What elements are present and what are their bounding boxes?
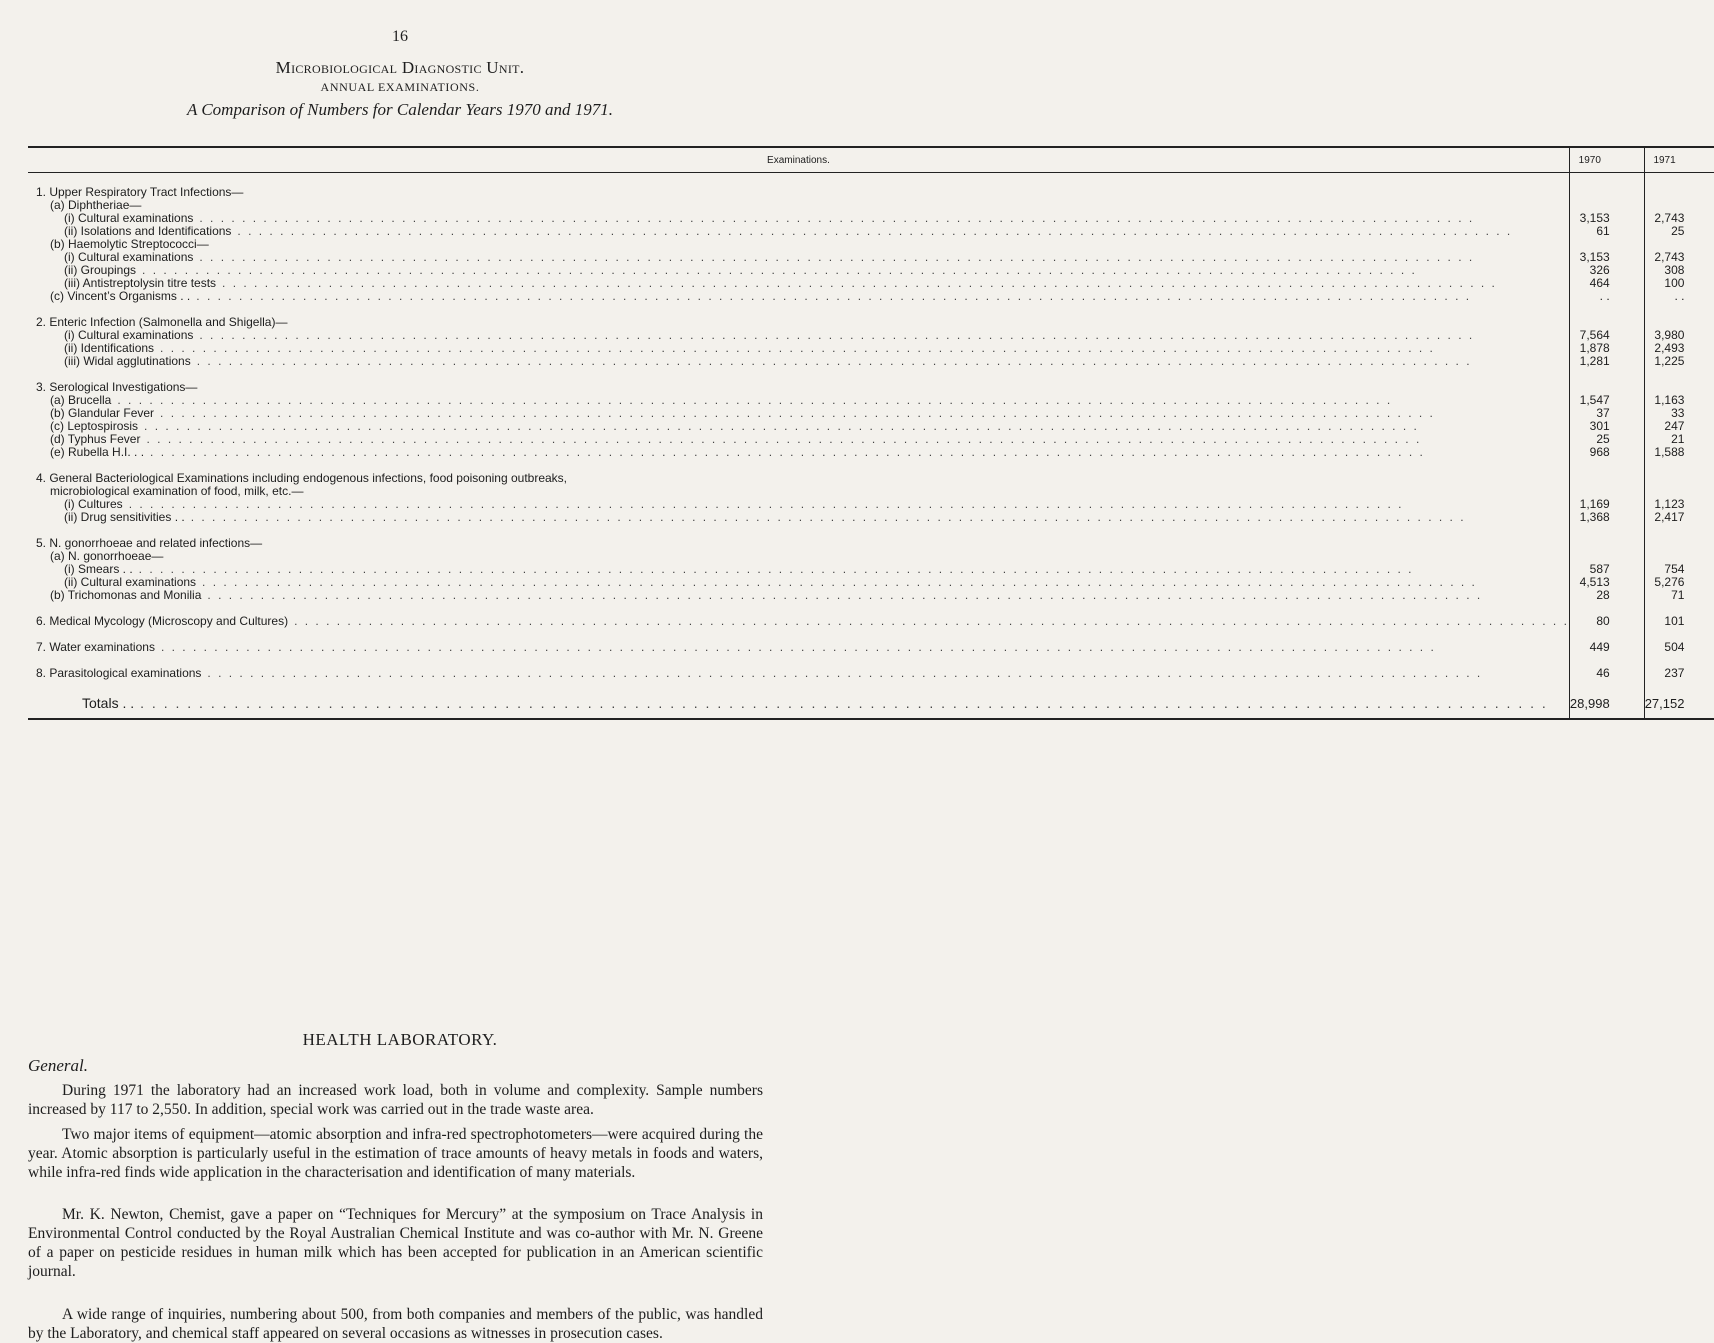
header-1971: 1971 bbox=[1644, 147, 1714, 173]
row-label: 7. Water examinations bbox=[36, 640, 155, 654]
leader-dots: . . . . . . . . . . . . . . . . . . . . . . . . . . . . . . . . . . . . . . . . . . . . . . . . . . . . . . . . . . . . . . . . . . . . . . . . . . . . . . . . . . . . . . . . . . . . . . . . . . . . . . . . . . . . . . . . . . . . . . . . bbox=[146, 432, 1422, 446]
leader-dots: . . . . . . . . . . . . . . . . . . . . . . . . . . . . . . . . . . . . . . . . . . . . . . . . . . . . . . . . . . . . . . . . . . . . . . . . . . . . . . . . . . . . . . . . . . . . . . . . . . . . . . . . . . . . . . . . . . . . . . . . bbox=[199, 250, 1475, 264]
row-label: 5. N. gonorrhoeae and related infections— bbox=[36, 536, 263, 550]
value-1971: 1,163 bbox=[1644, 394, 1714, 407]
health-laboratory-title: HEALTH LABORATORY. bbox=[302, 1030, 498, 1049]
value-1970: 25 bbox=[1569, 433, 1644, 446]
leader-dots: . . . . . . . . . . . . . . . . . . . . . . . . . . . . . . . . . . . . . . . . . . . . . . . . . . . . . . . . . . . . . . . . . . . . . . . . . . . . . . . . . . . . . . . . . . . . . . . . . . . . . . . . . . . . . . . . . . . . . . . . bbox=[196, 289, 1472, 303]
leader-dots: . . . . . . . . . . . . . . . . . . . . . . . . . . . . . . . . . . . . . . . . . . . . . . . . . . . . . . . . . . . . . . . . . . . . . . . . . . . . . . . . . . . . . . . . . . . . . . . . . . . . . . . . . . . . . . . . . . . . . . . . bbox=[142, 263, 1417, 277]
row-label: (ii) Groupings bbox=[64, 263, 137, 277]
value-1971: 308 bbox=[1644, 264, 1714, 277]
value-1970 bbox=[1569, 186, 1644, 199]
row-label: 2. Enteric Infection (Salmonella and Shigella)— bbox=[36, 315, 288, 329]
value-1971: 27,152 bbox=[1644, 693, 1714, 719]
row-label: (c) Vincent’s Organisms . . bbox=[50, 289, 191, 303]
table-row bbox=[28, 511, 1714, 524]
table-row bbox=[28, 355, 1714, 368]
value-1971: 25 bbox=[1644, 225, 1714, 238]
row-label-cell bbox=[28, 186, 1569, 199]
leader-dots: . . . . . . . . . . . . . . . . . . . . . . . . . . . . . . . . . . . . . . . . . . . . . . . . . . . . . . . . . . . . . . . . . . . . . . . . . . . . . . . . . . . . . . . . . . . . . . . . . . . . . . . . . . . . . . . . . . . . . . . . bbox=[160, 406, 1435, 420]
row-label: (iii) Antistreptolysin titre tests bbox=[64, 276, 217, 290]
document-subtitle: ANNUAL EXAMINATIONS. bbox=[320, 80, 480, 94]
row-label: (b) Glandular Fever bbox=[50, 406, 155, 420]
row-label: (c) Leptospirosis bbox=[50, 419, 139, 433]
value-1971: 33 bbox=[1644, 407, 1714, 420]
row-label-cell bbox=[28, 693, 1569, 719]
value-1970 bbox=[1569, 472, 1644, 485]
table-spacer-row bbox=[28, 368, 1714, 381]
value-1971: . . bbox=[1644, 290, 1714, 303]
value-1971: 237 bbox=[1644, 667, 1714, 680]
general-heading: General. bbox=[28, 1056, 88, 1075]
row-label-cell bbox=[28, 511, 1569, 524]
table-row bbox=[28, 186, 1714, 199]
value-1970: 968 bbox=[1569, 446, 1644, 459]
value-1971: 100 bbox=[1644, 277, 1714, 290]
value-1971: 2,743 bbox=[1644, 251, 1714, 264]
row-label-cell bbox=[28, 589, 1569, 602]
row-label-cell bbox=[28, 667, 1569, 680]
value-1971: 754 bbox=[1644, 563, 1714, 576]
row-label-cell bbox=[28, 537, 1569, 550]
table-row bbox=[28, 225, 1714, 238]
table-row bbox=[28, 446, 1714, 459]
table-row bbox=[28, 667, 1714, 680]
row-label: 3. Serological Investigations— bbox=[36, 380, 198, 394]
leader-dots: . . . . . . . . . . . . . . . . . . . . . . . . . . . . . . . . . . . . . . . . . . . . . . . . . . . . . . . . . . . . . . . . . . . . . . . . . . . . . . . . . . . . . . . . . . . . . . . . . . . . . . . . . . . . . . . . . . . . . . . . bbox=[199, 211, 1475, 225]
row-label: (b) Haemolytic Streptococci— bbox=[50, 237, 209, 251]
value-1971: 3,980 bbox=[1644, 329, 1714, 342]
row-label-cell bbox=[28, 225, 1569, 238]
leader-dots: . . . . . . . . . . . . . . . . . . . . . . . . . . . . . . . . . . . . . . . . . . . . . . . . . . . . . . . . . . . . . . . . . . . . . . . . . . . . . . . . . . . . . . . . . . . . . . . . . . . . . . . . . . . . . . . . . . . . . . . . bbox=[222, 276, 1497, 290]
value-1971: 1,225 bbox=[1644, 355, 1714, 368]
leader-dots: . . . . . . . . . . . . . . . . . . . . . . . . . . . . . . . . . . . . . . . . . . . . . . . . . . . . . . . . . . . . . . . . . . . . . . . . . . . . . . . . . . . . . . . . . . . . . . . . . . . . . . . . . . . . . . . . . . . . . . . . bbox=[160, 640, 1436, 654]
leader-dots: . . . . . . . . . . . . . . . . . . . . . . . . . . . . . . . . . . . . . . . . . . . . . . . . . . . . . . . . . . . . . . . . . . . . . . . . . . . . . . . . . . . . . . . . . . . . . . . . . . . . . . . . . . . . . . . . . . . . . . . . bbox=[190, 510, 1466, 524]
table-header-row bbox=[28, 147, 1714, 173]
value-1970: 326 bbox=[1569, 264, 1644, 277]
row-label: (i) Cultural examinations bbox=[64, 211, 194, 225]
value-1970: 301 bbox=[1569, 420, 1644, 433]
table-body bbox=[28, 173, 1714, 720]
paragraph-2: Two major items of equipment—atomic absorption and infra-red spectrophotometers—were acquired during the year. Atomic absorption is particularly useful in the estimation of trace amounts of heavy metals in foods and waters, while infra-red finds wide application in the characterisation and identification of many materials. bbox=[28, 1126, 763, 1181]
table-row bbox=[28, 290, 1714, 303]
row-label: 1. Upper Respiratory Tract Infections— bbox=[36, 185, 244, 199]
row-label: (ii) Identifications bbox=[64, 341, 155, 355]
table-caption: A Comparison of Numbers for Calendar Years 1970 and 1971. bbox=[187, 100, 613, 119]
table-spacer-row bbox=[28, 524, 1714, 537]
leader-dots: . . . . . . . . . . . . . . . . . . . . . . . . . . . . . . . . . . . . . . . . . . . . . . . . . . . . . . . . . . . . . . . . . . . . . . . . . . . . . . . . . . . . . . . . . . . . . . . . . . . . . . . . . . . . . . . . . . . . . . . . bbox=[207, 666, 1483, 680]
value-1970: 28 bbox=[1569, 589, 1644, 602]
value-1970: 28,998 bbox=[1569, 693, 1644, 719]
value-1971: 101 bbox=[1644, 615, 1714, 628]
value-1970: 1,368 bbox=[1569, 511, 1644, 524]
value-1970: 587 bbox=[1569, 563, 1644, 576]
leader-dots: . . . . . . . . . . . . . . . . . . . . . . . . . . . . . . . . . . . . . . . . . . . . . . . . . . . . . . . . . . . . . . . . . . . . . . . . . . . . . . . . . . . . . . . . . . . . . . . . . . . . . . . . . . . . . . . . . . . . . . . . bbox=[128, 497, 1404, 511]
totals-row bbox=[28, 693, 1714, 719]
leader-dots: . . . . . . . . . . . . . . . . . . . . . . . . . . . . . . . . . . . . . . . . . . . . . . . . . . . . . . . . . . . . . . . . . . . . . . . . . . . . . . . . . . . . . . . . . . . . . . . . . . . . . . . . . . . . . . . . . . . . . . . . bbox=[150, 445, 1425, 459]
value-1971: 71 bbox=[1644, 589, 1714, 602]
value-1971: 1,123 bbox=[1644, 498, 1714, 511]
value-1971: 21 bbox=[1644, 433, 1714, 446]
row-label-cell bbox=[28, 446, 1569, 459]
header-1970: 1970 bbox=[1569, 147, 1644, 173]
row-label-cell bbox=[28, 641, 1569, 654]
leader-dots: . . . . . . . . . . . . . . . . . . . . . . . . . . . . . . . . . . . . . . . . . . . . . . . . . . . . . . . . . . . . . . . . . . . . . . . . . . . . . . . . . . . . . . . . . . . . . . . . . . . . . . . . . . . . . . . . . . . . . . . . bbox=[202, 575, 1477, 589]
leader-dots: . . . . . . . . . . . . . . . . . . . . . . . . . . . . . . . . . . . . . . . . . . . . . . . . . . . . . . . . . . . . . . . . . . . . . . . . . . . . . . . . . . . . . . . . . . . . . . . . . . . . . . . . . . . . . . . . . . . . . . . . bbox=[160, 341, 1435, 355]
table-row bbox=[28, 615, 1714, 628]
row-label: (a) N. gonorrhoeae— bbox=[50, 549, 164, 563]
value-1971 bbox=[1644, 472, 1714, 485]
leader-dots: . . . . . . . . . . . . . . . . . . . . . . . . . . . . . . . . . . . . . . . . . . . . . . . . . . . . . . . . . . . . . . . . . . . . . . . . . . . . . . . . . . . . . . . . . . . . . . . . . . . . . . . . . . . . . . . . . . . . . . . . bbox=[199, 328, 1475, 342]
row-label: 4. General Bacteriological Examinations including endogenous infections, food poisoning outbreaks, bbox=[36, 471, 568, 485]
value-1970: 1,878 bbox=[1569, 342, 1644, 355]
leader-dots: . . . . . . . . . . . . . . . . . . . . . . . . . . . . . . . . . . . . . . . . . . . . . . . . . . . . . . . . . . . . . . . . . . . . . . . . . . . . . . . . . . . . . . . . . . . . . . . . . . . . . . . . . . . . . . . . . . . . . . . . bbox=[207, 588, 1483, 602]
row-label: (i) Cultural examinations bbox=[64, 250, 194, 264]
value-1971: 2,417 bbox=[1644, 511, 1714, 524]
value-1970: 3,153 bbox=[1569, 212, 1644, 225]
paragraph-3: Mr. K. Newton, Chemist, gave a paper on “Techniques for Mercury” at the symposium on Trace Analysis in Environmental Control conducted by the Royal Australian Chemical Institute and was co-author with Mr. N. Greene of a paper on pesticide residues in human milk which has been accepted for publication in an American scientific journal. bbox=[28, 1206, 763, 1280]
paragraph-1: During 1971 the laboratory had an increased work load, both in volume and complexity. Sample numbers increased by 117 to 2,550. In addition, special work was carried out in the trade waste area. bbox=[28, 1082, 763, 1118]
row-label: (a) Diphtheriae— bbox=[50, 198, 142, 212]
row-label: (d) Typhus Fever bbox=[50, 432, 141, 446]
paragraph-4: A wide range of inquiries, numbering about 500, from both companies and members of the public, was handled by the Laboratory, and chemical staff appeared on several occasions as witnesses in prosecution cases. bbox=[28, 1306, 763, 1342]
row-label-cell bbox=[28, 290, 1569, 303]
value-1970: 3,153 bbox=[1569, 251, 1644, 264]
leader-dots: . . . . . . . . . . . . . . . . . . . . . . . . . . . . . . . . . . . . . . . . . . . . . . . . . . . . . . . . . . . . . . . . . . . . . . . . . . . . . . . . . . . . . . . . . . . . . . . . . . . . . . . . . . . . . . . . . . . . . . . . bbox=[196, 354, 1472, 368]
document-title: Microbiological Diagnostic Unit. bbox=[275, 58, 525, 77]
row-label: Totals . . bbox=[82, 695, 135, 711]
value-1971: 1,588 bbox=[1644, 446, 1714, 459]
leader-dots: . . . . . . . . . . . . . . . . . . . . . . . . . . . . . . . . . . . . . . . . . . . . . . . . . . . . . . . . . . . . . . . . . . . . . . . . . . . . . . . . . . . . . . . . . . . . . . . . . . . . . . . . . . . . . . . . . . . . . . . . bbox=[117, 393, 1393, 407]
value-1970: . . bbox=[1569, 290, 1644, 303]
row-label: (ii) Cultural examinations bbox=[64, 575, 197, 589]
row-label: microbiological examination of food, milk, etc.— bbox=[50, 484, 304, 498]
table-row bbox=[28, 589, 1714, 602]
row-label: (ii) Isolations and Identifications bbox=[64, 224, 232, 238]
row-label: 8. Parasitological examinations bbox=[36, 666, 202, 680]
row-label-cell bbox=[28, 355, 1569, 368]
value-1970 bbox=[1569, 537, 1644, 550]
row-label: (i) Cultural examinations bbox=[64, 328, 194, 342]
leader-dots: . . . . . . . . . . . . . . . . . . . . . . . . . . . . . . . . . . . . . . . . . . . . . . . . . . . . . . . . . . . . . . . . . . . . . . . . . . . . . . . . . . . . . . . . . . . . . . . . . . . . . . . . . . . . . . . . . . . . . . . . bbox=[294, 614, 1569, 628]
value-1970: 4,513 bbox=[1569, 576, 1644, 589]
value-1970: 1,169 bbox=[1569, 498, 1644, 511]
row-label: (ii) Drug sensitivities . . bbox=[64, 510, 185, 524]
row-label: (a) Brucella bbox=[50, 393, 112, 407]
value-1970: 80 bbox=[1569, 615, 1644, 628]
row-label: (i) Cultures bbox=[64, 497, 123, 511]
row-label: (i) Smears . . bbox=[64, 562, 133, 576]
table-spacer-row bbox=[28, 173, 1714, 187]
value-1971: 2,493 bbox=[1644, 342, 1714, 355]
value-1970: 37 bbox=[1569, 407, 1644, 420]
row-label: (iii) Widal agglutinations bbox=[64, 354, 191, 368]
value-1971: 2,743 bbox=[1644, 212, 1714, 225]
value-1970: 449 bbox=[1569, 641, 1644, 654]
value-1970: 7,564 bbox=[1569, 329, 1644, 342]
header-examinations: Examinations. bbox=[28, 147, 1569, 173]
value-1970: 61 bbox=[1569, 225, 1644, 238]
examinations-table bbox=[28, 146, 1714, 720]
table-row bbox=[28, 537, 1714, 550]
value-1970: 1,547 bbox=[1569, 394, 1644, 407]
leader-dots: . . . . . . . . . . . . . . . . . . . . . . . . . . . . . . . . . . . . . . . . . . . . . . . . . . . . . . . . . . . . . . . . . . . . . . . . . . . . . . . . . . . . . . . . . . . . . . . . . . . . . . . . . . . . . . . . . . . . . . . . bbox=[138, 562, 1414, 576]
table-spacer-row bbox=[28, 680, 1714, 693]
value-1970: 46 bbox=[1569, 667, 1644, 680]
row-label: (e) Rubella H.I. . . bbox=[50, 445, 145, 459]
value-1971 bbox=[1644, 186, 1714, 199]
row-label-cell bbox=[28, 615, 1569, 628]
page-number: 16 bbox=[392, 28, 408, 45]
leader-dots: . . . . . . . . . . . . . . . . . . . . . . . . . . . . . . . . . . . . . . . . . . . . . . . . . . . . . . . . . . . . . . . . . . . . . . . . . . . . . . . . . . . . . . . . . . . . . . . . . . . . . . . . . . . . . . . . . . . . . . . . bbox=[237, 224, 1513, 238]
value-1970: 464 bbox=[1569, 277, 1644, 290]
leader-dots: . . . . . . . . . . . . . . . . . . . . . . . . . . . . . . . . . . . . . . . . . . . . . . . . . . . . . . . . . . . . . . . . . . . . . . . . . . . . . . . . . . . . . . . . . . . . . . . . . . . . . . . . . . . . . . . . . . . . . . . . bbox=[144, 419, 1419, 433]
row-label: (b) Trichomonas and Monilia bbox=[50, 588, 202, 602]
leader-dots: . . . . . . . . . . . . . . . . . . . . . . . . . . . . . . . . . . . . . . . . . . . . . . . . . . . . . . . . . . . . . . . . . . . . . . . . . . . . . . . . . . . . . . . . . . . . . . . . . . . . . . . . . . . . . . . . . . . . . . . . bbox=[140, 695, 1548, 711]
value-1971: 504 bbox=[1644, 641, 1714, 654]
value-1971: 5,276 bbox=[1644, 576, 1714, 589]
value-1970: 1,281 bbox=[1569, 355, 1644, 368]
value-1971 bbox=[1644, 537, 1714, 550]
table-row bbox=[28, 641, 1714, 654]
value-1971: 247 bbox=[1644, 420, 1714, 433]
row-label: 6. Medical Mycology (Microscopy and Cultures) bbox=[36, 614, 289, 628]
